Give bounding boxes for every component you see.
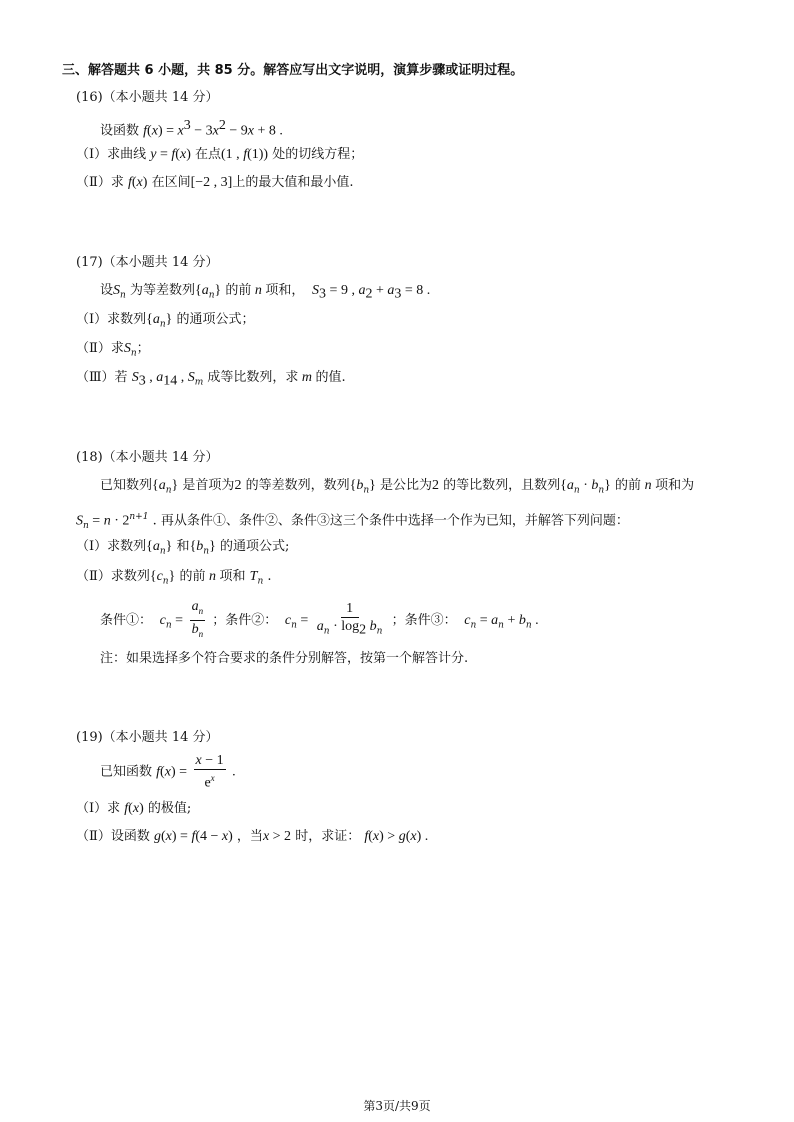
q19-part1: （Ⅰ）求 f(x) 的极值; — [76, 801, 192, 816]
q19-fraction: $\frac{x - 1}{e^x}$ — [195, 753, 224, 791]
condition1-fraction: $\frac{a_n}{b_n}$ — [191, 599, 204, 639]
q16-intro: 设函数 — [100, 123, 140, 139]
q17-number: (17)（本小题共 14 分） — [76, 255, 219, 270]
page-footer: 第3页/共9页 — [363, 1099, 431, 1113]
condition2-fraction: $\frac{1}{a_n \cdot \log_2 b_n}$ — [316, 601, 383, 638]
q18-number: (18)（本小题共 14 分） — [76, 450, 219, 465]
q17-part1: （Ⅰ）求数列$\{a_n\}$ 的通项公式； — [76, 312, 255, 330]
q18-part2: （Ⅱ）求数列$\{c_n\}$ 的前 n 项和 $T_n$ . — [76, 569, 272, 587]
q18-note: 注：如果选择多个符合要求的条件分别解答，按第一个解答计分. — [100, 651, 469, 666]
q16-part2: （Ⅱ）求 f(x) 在区间[−2 , 3]上的最大值和最小值. — [76, 175, 354, 190]
q17-part2: （Ⅱ）求$S_n$； — [76, 341, 150, 359]
section-heading: 三、解答题共 6 小题，共 85 分。解答应写出文字说明，演算步骤或证明过程。 — [62, 63, 524, 78]
q17-statement: 设$S_n$ 为等差数列$\{a_n\}$ 的前 n 项和， $S_3 = 9$ , $a_2 + a_3 = 8$ . — [100, 283, 431, 302]
q16-statement: 设函数 $f(x) = x^3 - 3x^2 - 9x + 8$ . — [100, 118, 283, 139]
q17-part3: （Ⅲ）若 $S_3$ , $a_{14}$ , $S_m$ 成等比数列，求 m 的值. — [76, 370, 346, 389]
q19-statement: 已知函数 f(x) = $\frac{x - 1}{e^x}$ . — [100, 753, 236, 791]
q18-statement-1: 已知数列$\{a_n\}$ 是首项为2 的等差数列，数列$\{b_n\}$ 是公比为2 的等比数列，且数列$\{a_n \cdot b_n\}$ 的前 n 项和为 — [100, 478, 695, 496]
q16-part1: （Ⅰ）求曲线 y = f(x) 在点(1 , f(1)) 处的切线方程； — [76, 147, 364, 162]
q16-number: (16)（本小题共 14 分） — [76, 90, 219, 105]
q19-part2: （Ⅱ）设函数 g(x) = f(4 − x) ，当x > 2 时，求证： f(x) > g(x) . — [76, 829, 429, 844]
q18-part1: （Ⅰ）求数列$\{a_n\}$ 和$\{b_n\}$ 的通项公式; — [76, 539, 290, 557]
q18-conditions: 条件①： $c_n$ = $\frac{a_n}{b_n}$ ；条件②： $c_n$ = $\frac{1}{a_n \cdot \log_2 b_n}$ ；条件③： $c_n = a_n + b_n$ . — [100, 599, 539, 642]
q16-function: f — [143, 123, 148, 139]
q19-number: (19)（本小题共 14 分） — [76, 730, 219, 745]
q18-statement-2: $S_n = n \cdot 2^{n+1}$ . 再从条件①、条件②、条件③这三个条件中选择一个作为已知，并解答下列问题： — [76, 512, 629, 531]
